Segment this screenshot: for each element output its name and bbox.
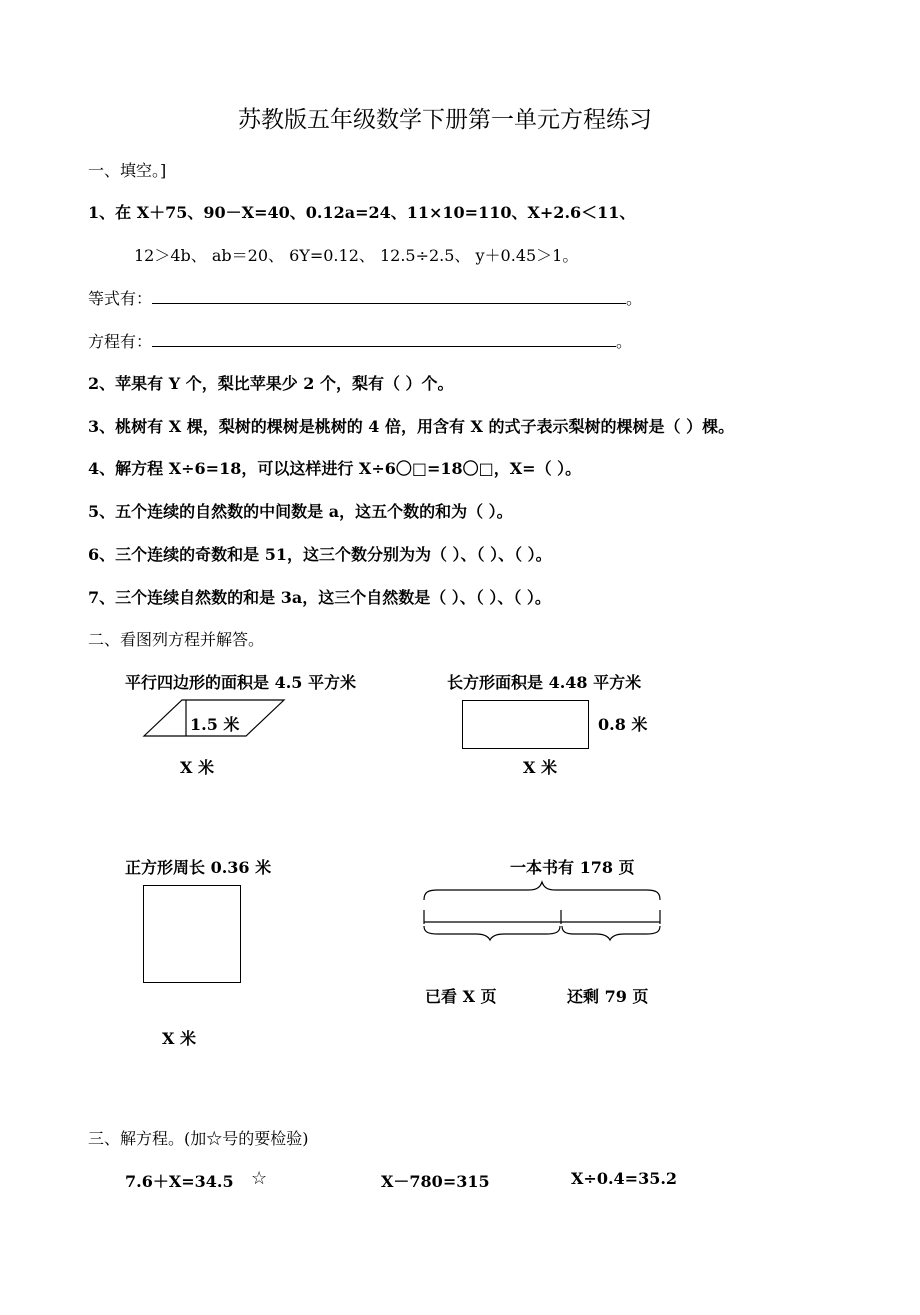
- book-caption: 一本书有 178 页: [510, 858, 635, 877]
- book-diagram: [418, 880, 668, 942]
- rectangle-base-label: X 米: [523, 758, 557, 777]
- equalities-label: 等式有：: [88, 289, 153, 308]
- question-6: 6、三个连续的奇数和是 51，这三个数分别为为（ ）、（ ）、（ ）。: [88, 545, 552, 564]
- equalities-end: 。: [626, 289, 643, 308]
- question-4: 4、解方程 X÷6=18，可以这样进行 X÷6〇□=18〇□，X=（ ）。: [88, 459, 582, 478]
- book-read-brace: [424, 926, 560, 940]
- equations-label: 方程有：: [88, 332, 153, 351]
- rectangle-figure: [462, 700, 589, 749]
- section-1-heading: 一、填空。]: [88, 161, 167, 180]
- equation-1: 7.6＋X=34.5: [125, 1172, 234, 1191]
- page-title: 苏教版五年级数学下册第一单元方程练习: [238, 107, 652, 133]
- book-read-label: 已看 X 页: [425, 987, 497, 1006]
- equation-2: X－780=315: [381, 1172, 490, 1191]
- parallelogram-caption: 平行四边形的面积是 4.5 平方米: [125, 673, 356, 692]
- equalities-row: [88, 286, 642, 309]
- square-caption: 正方形周长 0.36 米: [125, 858, 272, 877]
- parallelogram-base-label: X 米: [180, 758, 214, 777]
- equalities-answer-line[interactable]: [152, 288, 626, 304]
- question-1-line-2: 12＞4b、 ab＝20、 6Y=0.12、 12.5÷2.5、 y＋0.45＞1。: [134, 246, 579, 265]
- question-5: 5、五个连续的自然数的中间数是 a，这五个数的和为（ ）。: [88, 502, 513, 521]
- rectangle-side-label: 0.8 米: [598, 715, 648, 734]
- question-3: 3、桃树有 X 棵，梨树的棵树是桃树的 4 倍，用含有 X 的式子表示梨树的棵树是（ ）棵。: [88, 417, 735, 436]
- question-1-line-1: 1、在 X＋75、90－X=40、0.12a=24、11×10=110、X+2.6＜11、: [88, 203, 636, 222]
- book-total-brace: [424, 882, 660, 900]
- equations-row: [88, 329, 632, 352]
- book-left-brace: [562, 926, 660, 940]
- parallelogram-height-label: 1.5 米: [190, 715, 240, 734]
- square-figure: [143, 885, 241, 983]
- equations-end: 。: [616, 332, 633, 351]
- book-left-label: 还剩 79 页: [567, 987, 649, 1006]
- equation-3: X÷0.4=35.2: [571, 1169, 678, 1188]
- equations-answer-line[interactable]: [152, 331, 616, 347]
- section-3-heading: 三、解方程。(加☆号的要检验): [88, 1129, 309, 1148]
- section-2-heading: 二、看图列方程并解答。: [88, 630, 265, 649]
- rectangle-caption: 长方形面积是 4.48 平方米: [447, 673, 642, 692]
- question-7: 7、三个连续自然数的和是 3a，这三个自然数是（ ）、（ ）、（ ）。: [88, 588, 551, 607]
- square-side-label: X 米: [162, 1029, 196, 1048]
- check-star-icon: ☆: [251, 1168, 268, 1189]
- question-2: 2、苹果有 Y 个，梨比苹果少 2 个，梨有（ ）个。: [88, 374, 454, 393]
